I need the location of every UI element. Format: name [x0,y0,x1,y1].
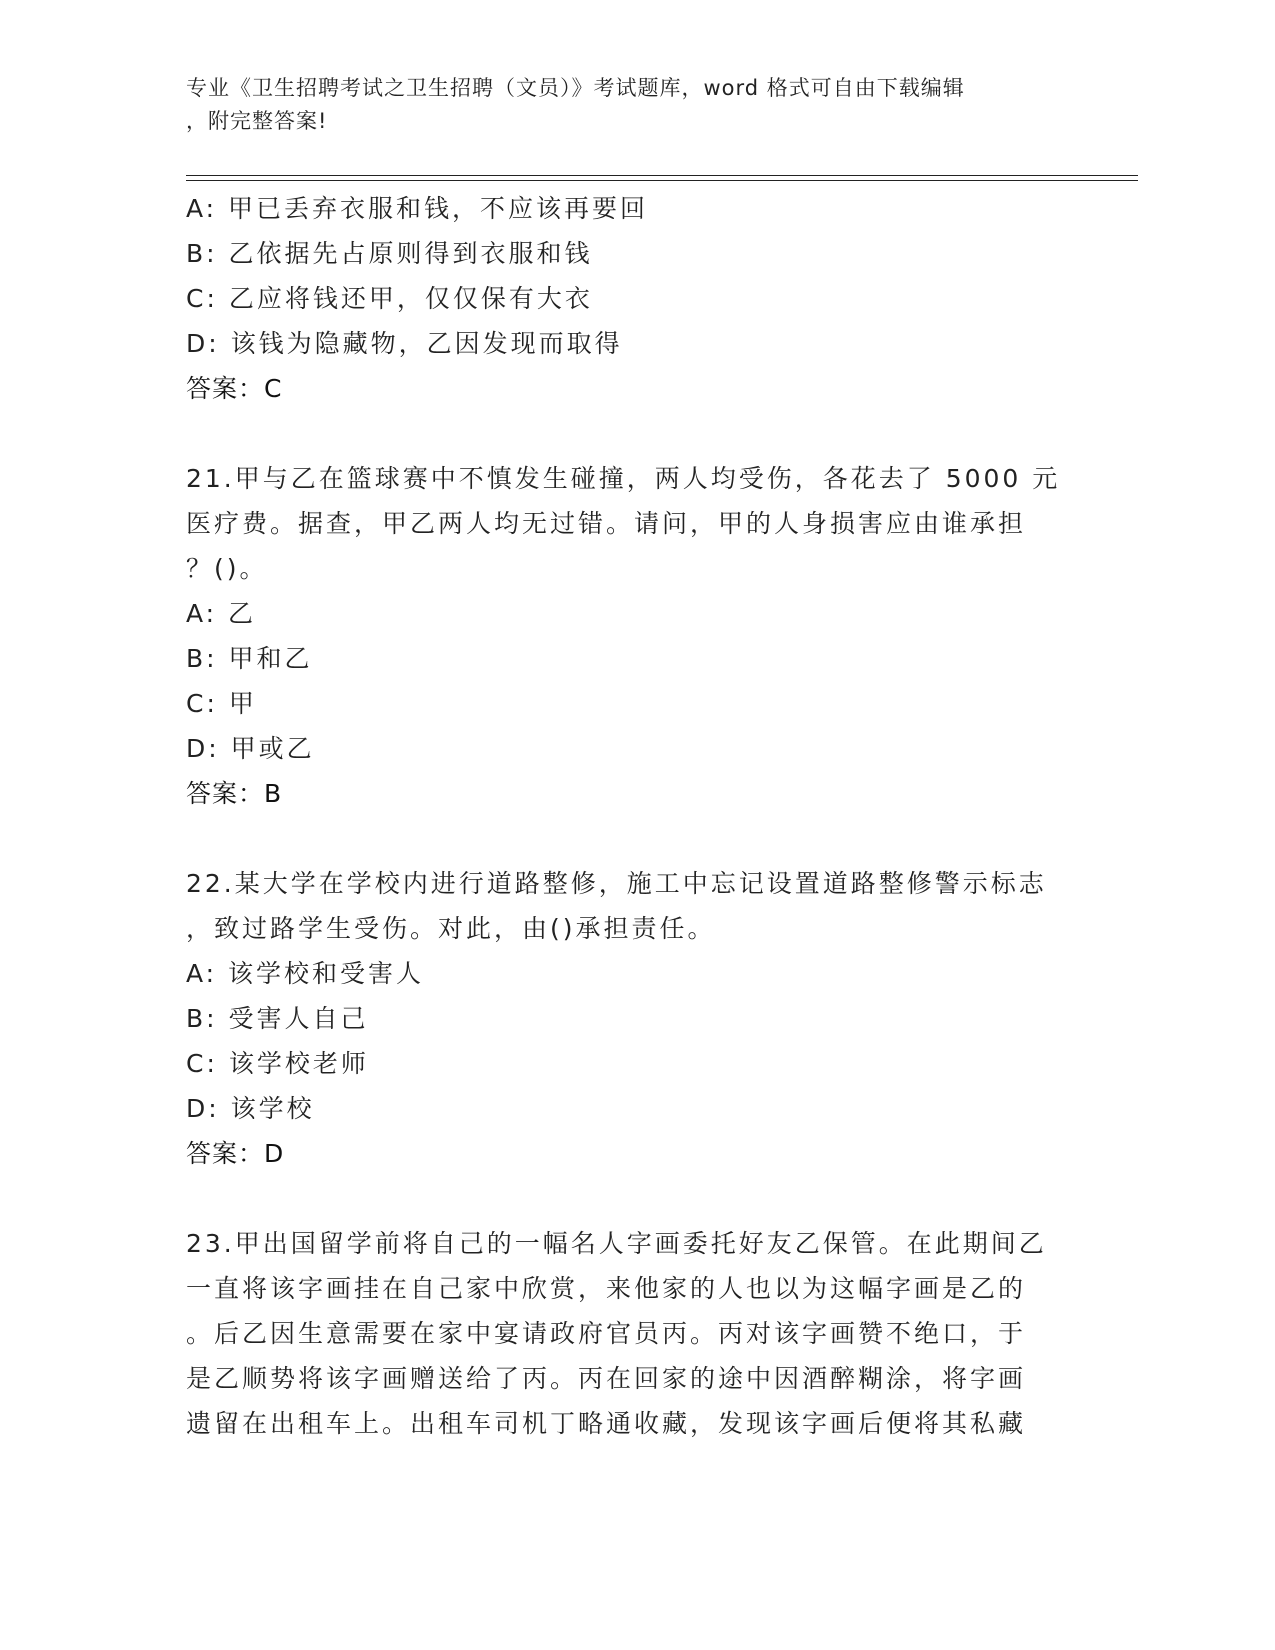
spacer [186,411,1066,456]
question-20 [186,186,1066,411]
option-c: C: 甲 [186,689,257,718]
option-b: B: 受害人自己 [186,1004,369,1033]
option-a: A: 甲已丢弃衣服和钱，不应该再要回 [186,194,649,223]
question-stem-line: 。后乙因生意需要在家中宴请政府官员丙。丙对该字画赞不绝口，于 [186,1319,1027,1348]
question-stem-line: 23.甲出国留学前将自己的一幅名人字画委托好友乙保管。在此期间乙 [186,1229,1047,1258]
question-21 [186,456,1066,816]
question-23 [186,1221,1066,1446]
question-stem-line: 医疗费。据查，甲乙两人均无过错。请问，甲的人身损害应由谁承担 [186,509,1027,538]
option-d: D: 该钱为隐藏物，乙因发现而取得 [186,329,623,358]
header-line-1: 专业《卫生招聘考试之卫生招聘（文员）》考试题库，word 格式可自由下载编辑 [186,76,965,100]
question-22 [186,861,1066,1176]
answer-label: 答案：C [186,374,283,403]
option-b: B: 甲和乙 [186,644,313,673]
option-c: C: 该学校老师 [186,1049,369,1078]
option-c: C: 乙应将钱还甲，仅仅保有大衣 [186,284,593,313]
spacer [186,816,1066,861]
header-divider-top [186,175,1138,176]
option-a: A: 乙 [186,599,257,628]
document-header [186,72,1066,138]
question-stem-line: ，致过路学生受伤。对此，由()承担责任。 [186,914,716,943]
question-list [186,186,1066,1446]
option-a: A: 该学校和受害人 [186,959,425,988]
option-b: B: 乙依据先占原则得到衣服和钱 [186,239,593,268]
question-stem-line: 遗留在出租车上。出租车司机丁略通收藏，发现该字画后便将其私藏 [186,1409,1027,1438]
spacer [186,1176,1066,1221]
question-stem-line: 22.某大学在学校内进行道路整修，施工中忘记设置道路整修警示标志 [186,869,1047,898]
header-divider-bottom [186,180,1138,181]
answer-label: 答案：B [186,779,283,808]
header-line-2: ，附完整答案! [186,109,328,133]
question-stem-line: 一直将该字画挂在自己家中欣赏，来他家的人也以为这幅字画是乙的 [186,1274,1027,1303]
question-stem-line: 是乙顺势将该字画赠送给了丙。丙在回家的途中因酒醉糊涂，将字画 [186,1364,1027,1393]
question-stem-line: 21.甲与乙在篮球赛中不慎发生碰撞，两人均受伤，各花去了 5000 元 [186,464,1061,493]
option-d: D: 该学校 [186,1094,315,1123]
answer-label: 答案：D [186,1139,285,1168]
option-d: D: 甲或乙 [186,734,315,763]
question-stem-line: ？()。 [186,554,268,583]
